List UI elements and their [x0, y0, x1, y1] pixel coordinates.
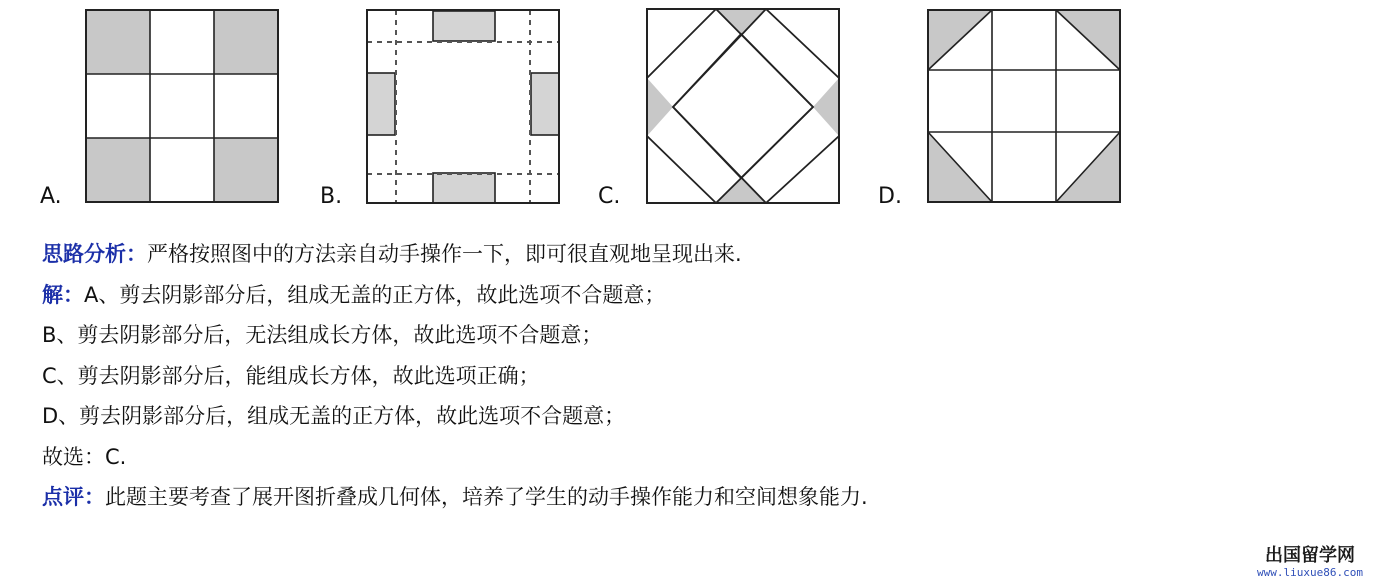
option-d-label: D. — [878, 184, 902, 209]
figure-d — [926, 8, 1124, 206]
analysis-line — [42, 241, 742, 267]
solution-text-c: C、剪去阴影部分后，能组成长方体，故此选项正确； — [42, 364, 540, 388]
solution-text-a: A、剪去阴影部分后，组成无盖的正方体，故此选项不合题意； — [84, 283, 666, 307]
solution-line-d — [42, 403, 625, 429]
watermark-url: www.liuxue86.com — [1257, 566, 1363, 579]
watermark — [1257, 546, 1363, 579]
comment-line — [42, 484, 868, 510]
solution-text-d: D、剪去阴影部分后，组成无盖的正方体，故此选项不合题意； — [42, 404, 626, 428]
analysis-text: 严格按照图中的方法亲自动手操作一下，即可很直观地呈现出来. — [147, 242, 742, 266]
comment-text: 此题主要考查了展开图折叠成几何体，培养了学生的动手操作能力和空间想象能力. — [105, 485, 868, 509]
solution-line-a — [42, 282, 665, 308]
answer-line — [42, 444, 126, 470]
solution-line-b — [42, 322, 602, 348]
solution-text-b: B、剪去阴影部分后，无法组成长方体，故此选项不合题意； — [42, 323, 603, 347]
watermark-title: 出国留学网 — [1265, 545, 1356, 566]
option-b-label: B. — [320, 184, 343, 209]
comment-title: 点评： — [42, 485, 105, 509]
figure-a — [85, 8, 281, 206]
analysis-title: 思路分析： — [42, 242, 147, 266]
figure-c — [646, 8, 842, 206]
solution-title: 解： — [42, 283, 84, 307]
option-a-label: A. — [40, 184, 62, 209]
answer-text: 故选：C. — [42, 445, 127, 469]
option-c-label: C. — [598, 184, 621, 209]
solution-line-c — [42, 363, 540, 389]
figure-b — [365, 8, 563, 206]
